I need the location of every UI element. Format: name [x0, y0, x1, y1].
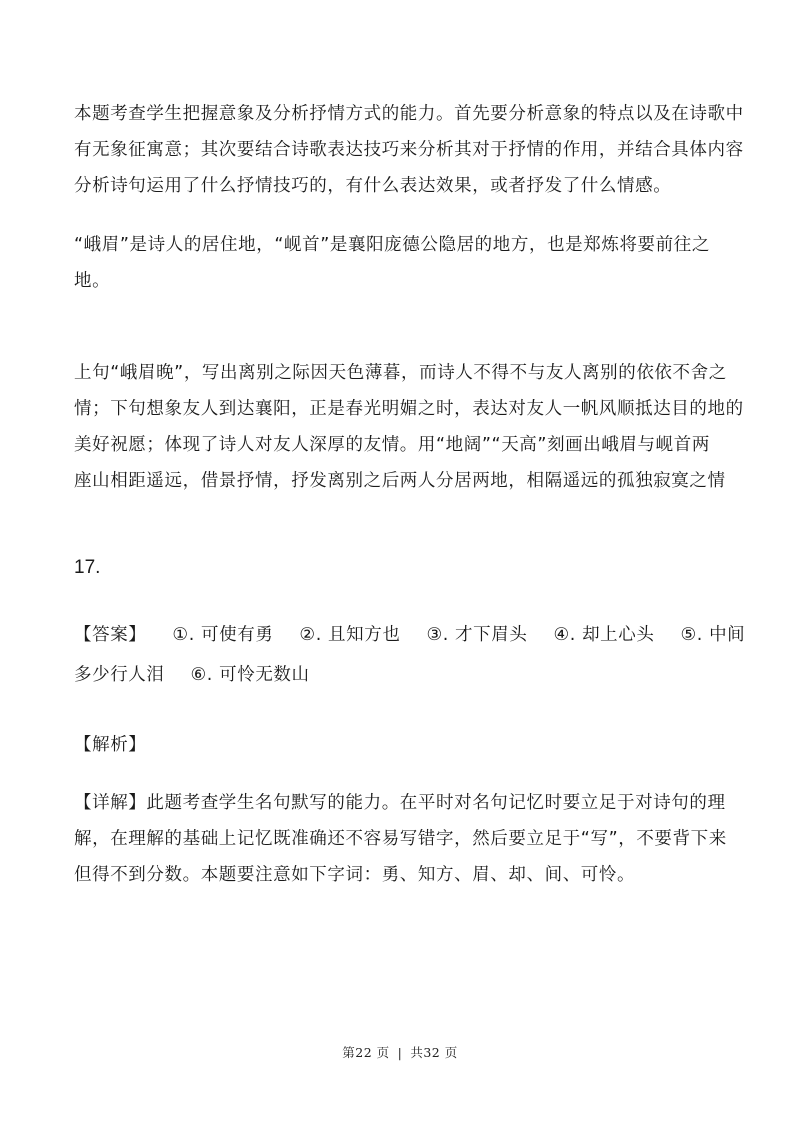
- answer-item: ⑥. 可怜无数山: [190, 665, 310, 685]
- text-line: 分析诗句运用了什么抒情技巧的，有什么表达效果，或者抒发了什么情感。: [74, 176, 672, 196]
- text-line: 座山相距遥远，借景抒情，抒发离别之后两人分居两地，相隔遥远的孤独寂寞之情: [74, 471, 726, 491]
- answer-block: [74, 615, 746, 695]
- answer-item: ③. 才下眉头: [426, 625, 528, 645]
- total-pages: 共32 页: [410, 1045, 458, 1060]
- answer-item: ②. 且知方也: [299, 625, 401, 645]
- text-line: 情；下句想象友人到达襄阳，正是春光明媚之时，表达对友人一帆风顺抵达目的地的: [74, 399, 744, 419]
- analysis-label: 【解析】: [74, 735, 147, 755]
- text-line: 有无象征寓意；其次要结合诗歌表达技巧来分析其对于抒情的作用，并结合具体内容: [74, 140, 744, 160]
- paragraph-detail: [74, 785, 734, 893]
- paragraph-place-names: [74, 227, 734, 299]
- text-line: 本题考查学生把握意象及分析抒情方式的能力。首先要分析意象的特点以及在诗歌中: [74, 104, 744, 124]
- answer-item: 多少行人泪: [74, 665, 165, 685]
- answer-item: ④. 却上心头: [553, 625, 655, 645]
- paragraph-poem-analysis: [74, 355, 744, 499]
- answer-item: ⑤. 中间: [680, 625, 746, 645]
- answer-line: [74, 615, 746, 655]
- text-line: “峨眉”是诗人的居住地，“岘首”是襄阳庞德公隐居的地方，也是郑炼将要前往之: [74, 235, 710, 255]
- text-line: 上句“峨眉晚”，写出离别之际因天色薄暮，而诗人不得不与友人离别的依依不舍之: [74, 363, 727, 383]
- answer-line: [74, 655, 734, 695]
- page-footer: [0, 1043, 800, 1061]
- answer-label: 【答案】: [74, 625, 147, 645]
- text-line: 解，在理解的基础上记忆既准确还不容易写错字，然后要立足于“写”，不要背下来: [74, 829, 727, 849]
- footer-separator: |: [397, 1045, 403, 1060]
- text-line: 美好祝愿；体现了诗人对友人深厚的友情。用“地阔”“天高”刻画出峨眉与岘首两: [74, 435, 710, 455]
- page-number: 第22 页: [342, 1045, 390, 1060]
- text-line: 【详解】此题考查学生名句默写的能力。在平时对名句记忆时要立足于对诗句的理: [74, 793, 726, 813]
- answer-item: ①. 可使有勇: [172, 625, 274, 645]
- text-line: 地。: [74, 271, 111, 291]
- analysis-heading: [74, 727, 734, 763]
- paragraph-analysis-method: [74, 96, 744, 204]
- question-number: 17.: [74, 557, 101, 578]
- text-line: 但得不到分数。本题要注意如下字词：勇、知方、眉、却、间、可怜。: [74, 865, 636, 885]
